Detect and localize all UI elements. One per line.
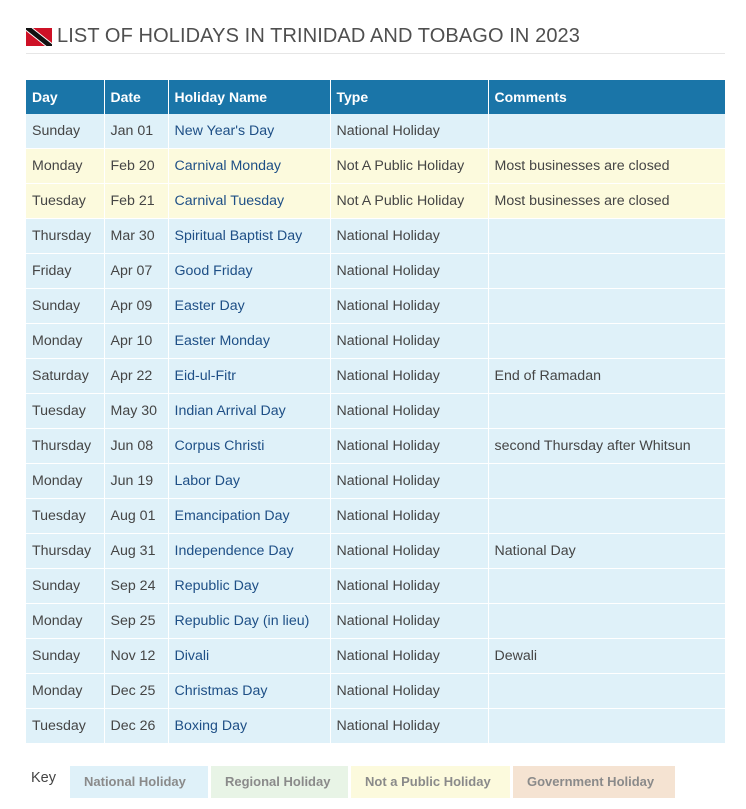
holiday-name-link[interactable]: Carnival Tuesday [168,184,330,219]
cell-day: Friday [26,254,104,289]
cell-date: Apr 07 [104,254,168,289]
holidays-table [26,80,725,744]
holiday-name-link[interactable]: Easter Day [168,289,330,324]
cell-comments [488,464,725,499]
cell-date: May 30 [104,394,168,429]
holiday-name-link[interactable]: Republic Day [168,569,330,604]
cell-comments [488,394,725,429]
cell-day: Thursday [26,534,104,569]
cell-day: Tuesday [26,499,104,534]
holiday-name-link[interactable]: Boxing Day [168,709,330,744]
cell-comments [488,674,725,709]
header-comments[interactable]: Comments [488,80,725,114]
holiday-name-link[interactable]: Indian Arrival Day [168,394,330,429]
holiday-name-link[interactable]: Divali [168,639,330,674]
holiday-name-link[interactable]: New Year's Day [168,114,330,149]
cell-comments: Most businesses are closed [488,184,725,219]
cell-type: National Holiday [330,429,488,464]
cell-comments [488,569,725,604]
holiday-name-link[interactable]: Easter Monday [168,324,330,359]
cell-type: National Holiday [330,569,488,604]
key-not-public-holiday: Not a Public Holiday [351,766,510,798]
holiday-name-link[interactable]: Eid-ul-Fitr [168,359,330,394]
cell-comments [488,254,725,289]
cell-comments [488,499,725,534]
cell-day: Sunday [26,639,104,674]
cell-date: Apr 22 [104,359,168,394]
table-row [26,184,725,219]
table-row [26,569,725,604]
cell-day: Monday [26,604,104,639]
cell-date: Apr 09 [104,289,168,324]
cell-date: Jan 01 [104,114,168,149]
cell-type: National Holiday [330,534,488,569]
table-body [26,114,725,744]
cell-comments: Dewali [488,639,725,674]
cell-comments [488,604,725,639]
cell-date: Feb 20 [104,149,168,184]
table-row [26,674,725,709]
table-row [26,709,725,744]
key-national-holiday: National Holiday [70,766,208,798]
cell-date: Apr 10 [104,324,168,359]
trinidad-tobago-flag-icon [26,28,52,46]
table-row [26,604,725,639]
cell-comments: End of Ramadan [488,359,725,394]
cell-type: National Holiday [330,639,488,674]
holiday-name-link[interactable]: Good Friday [168,254,330,289]
cell-day: Saturday [26,359,104,394]
cell-day: Monday [26,324,104,359]
cell-type: Not A Public Holiday [330,149,488,184]
page-header [26,22,725,54]
cell-day: Monday [26,464,104,499]
table-row [26,429,725,464]
header-day[interactable]: Day [26,80,104,114]
table-row [26,394,725,429]
holiday-name-link[interactable]: Independence Day [168,534,330,569]
key-regional-holiday: Regional Holiday [211,766,348,798]
cell-type: National Holiday [330,604,488,639]
cell-date: Dec 25 [104,674,168,709]
page-title: LIST OF HOLIDAYS IN TRINIDAD AND TOBAGO IN 2023 [57,25,581,47]
table-row [26,114,725,149]
cell-day: Tuesday [26,394,104,429]
table-row [26,149,725,184]
cell-type: National Holiday [330,499,488,534]
header-type[interactable]: Type [330,80,488,114]
cell-comments [488,289,725,324]
holiday-name-link[interactable]: Spiritual Baptist Day [168,219,330,254]
table-row [26,324,725,359]
cell-type: National Holiday [330,709,488,744]
cell-comments [488,709,725,744]
legend-key [31,766,678,798]
holiday-name-link[interactable]: Corpus Christi [168,429,330,464]
cell-type: National Holiday [330,324,488,359]
table-row [26,534,725,569]
cell-type: National Holiday [330,254,488,289]
cell-type: National Holiday [330,359,488,394]
table-row [26,254,725,289]
cell-date: Jun 08 [104,429,168,464]
cell-date: Dec 26 [104,709,168,744]
key-label: Key [31,770,56,786]
holiday-name-link[interactable]: Republic Day (in lieu) [168,604,330,639]
table-row [26,219,725,254]
cell-day: Thursday [26,219,104,254]
cell-comments: second Thursday after Whitsun [488,429,725,464]
header-holiday-name[interactable]: Holiday Name [168,80,330,114]
cell-type: National Holiday [330,289,488,324]
cell-date: Aug 01 [104,499,168,534]
cell-type: National Holiday [330,219,488,254]
cell-day: Tuesday [26,709,104,744]
cell-comments [488,324,725,359]
cell-day: Sunday [26,289,104,324]
cell-comments: National Day [488,534,725,569]
cell-comments [488,219,725,254]
cell-type: Not A Public Holiday [330,184,488,219]
table-header-row [26,80,725,114]
header-date[interactable]: Date [104,80,168,114]
cell-date: Jun 19 [104,464,168,499]
cell-type: National Holiday [330,464,488,499]
cell-comments [488,114,725,149]
table-row [26,464,725,499]
holiday-name-link[interactable]: Labor Day [168,464,330,499]
cell-type: National Holiday [330,114,488,149]
table-row [26,289,725,324]
cell-type: National Holiday [330,394,488,429]
cell-date: Aug 31 [104,534,168,569]
cell-day: Thursday [26,429,104,464]
table-row [26,499,725,534]
table-row [26,639,725,674]
cell-day: Sunday [26,114,104,149]
cell-date: Sep 24 [104,569,168,604]
holiday-name-link[interactable]: Carnival Monday [168,149,330,184]
table-row [26,359,725,394]
cell-type: National Holiday [330,674,488,709]
key-government-holiday: Government Holiday [513,766,675,798]
cell-date: Feb 21 [104,184,168,219]
holiday-name-link[interactable]: Christmas Day [168,674,330,709]
cell-day: Sunday [26,569,104,604]
cell-day: Tuesday [26,184,104,219]
cell-date: Nov 12 [104,639,168,674]
cell-date: Mar 30 [104,219,168,254]
cell-date: Sep 25 [104,604,168,639]
cell-day: Monday [26,674,104,709]
cell-day: Monday [26,149,104,184]
cell-comments: Most businesses are closed [488,149,725,184]
holiday-name-link[interactable]: Emancipation Day [168,499,330,534]
